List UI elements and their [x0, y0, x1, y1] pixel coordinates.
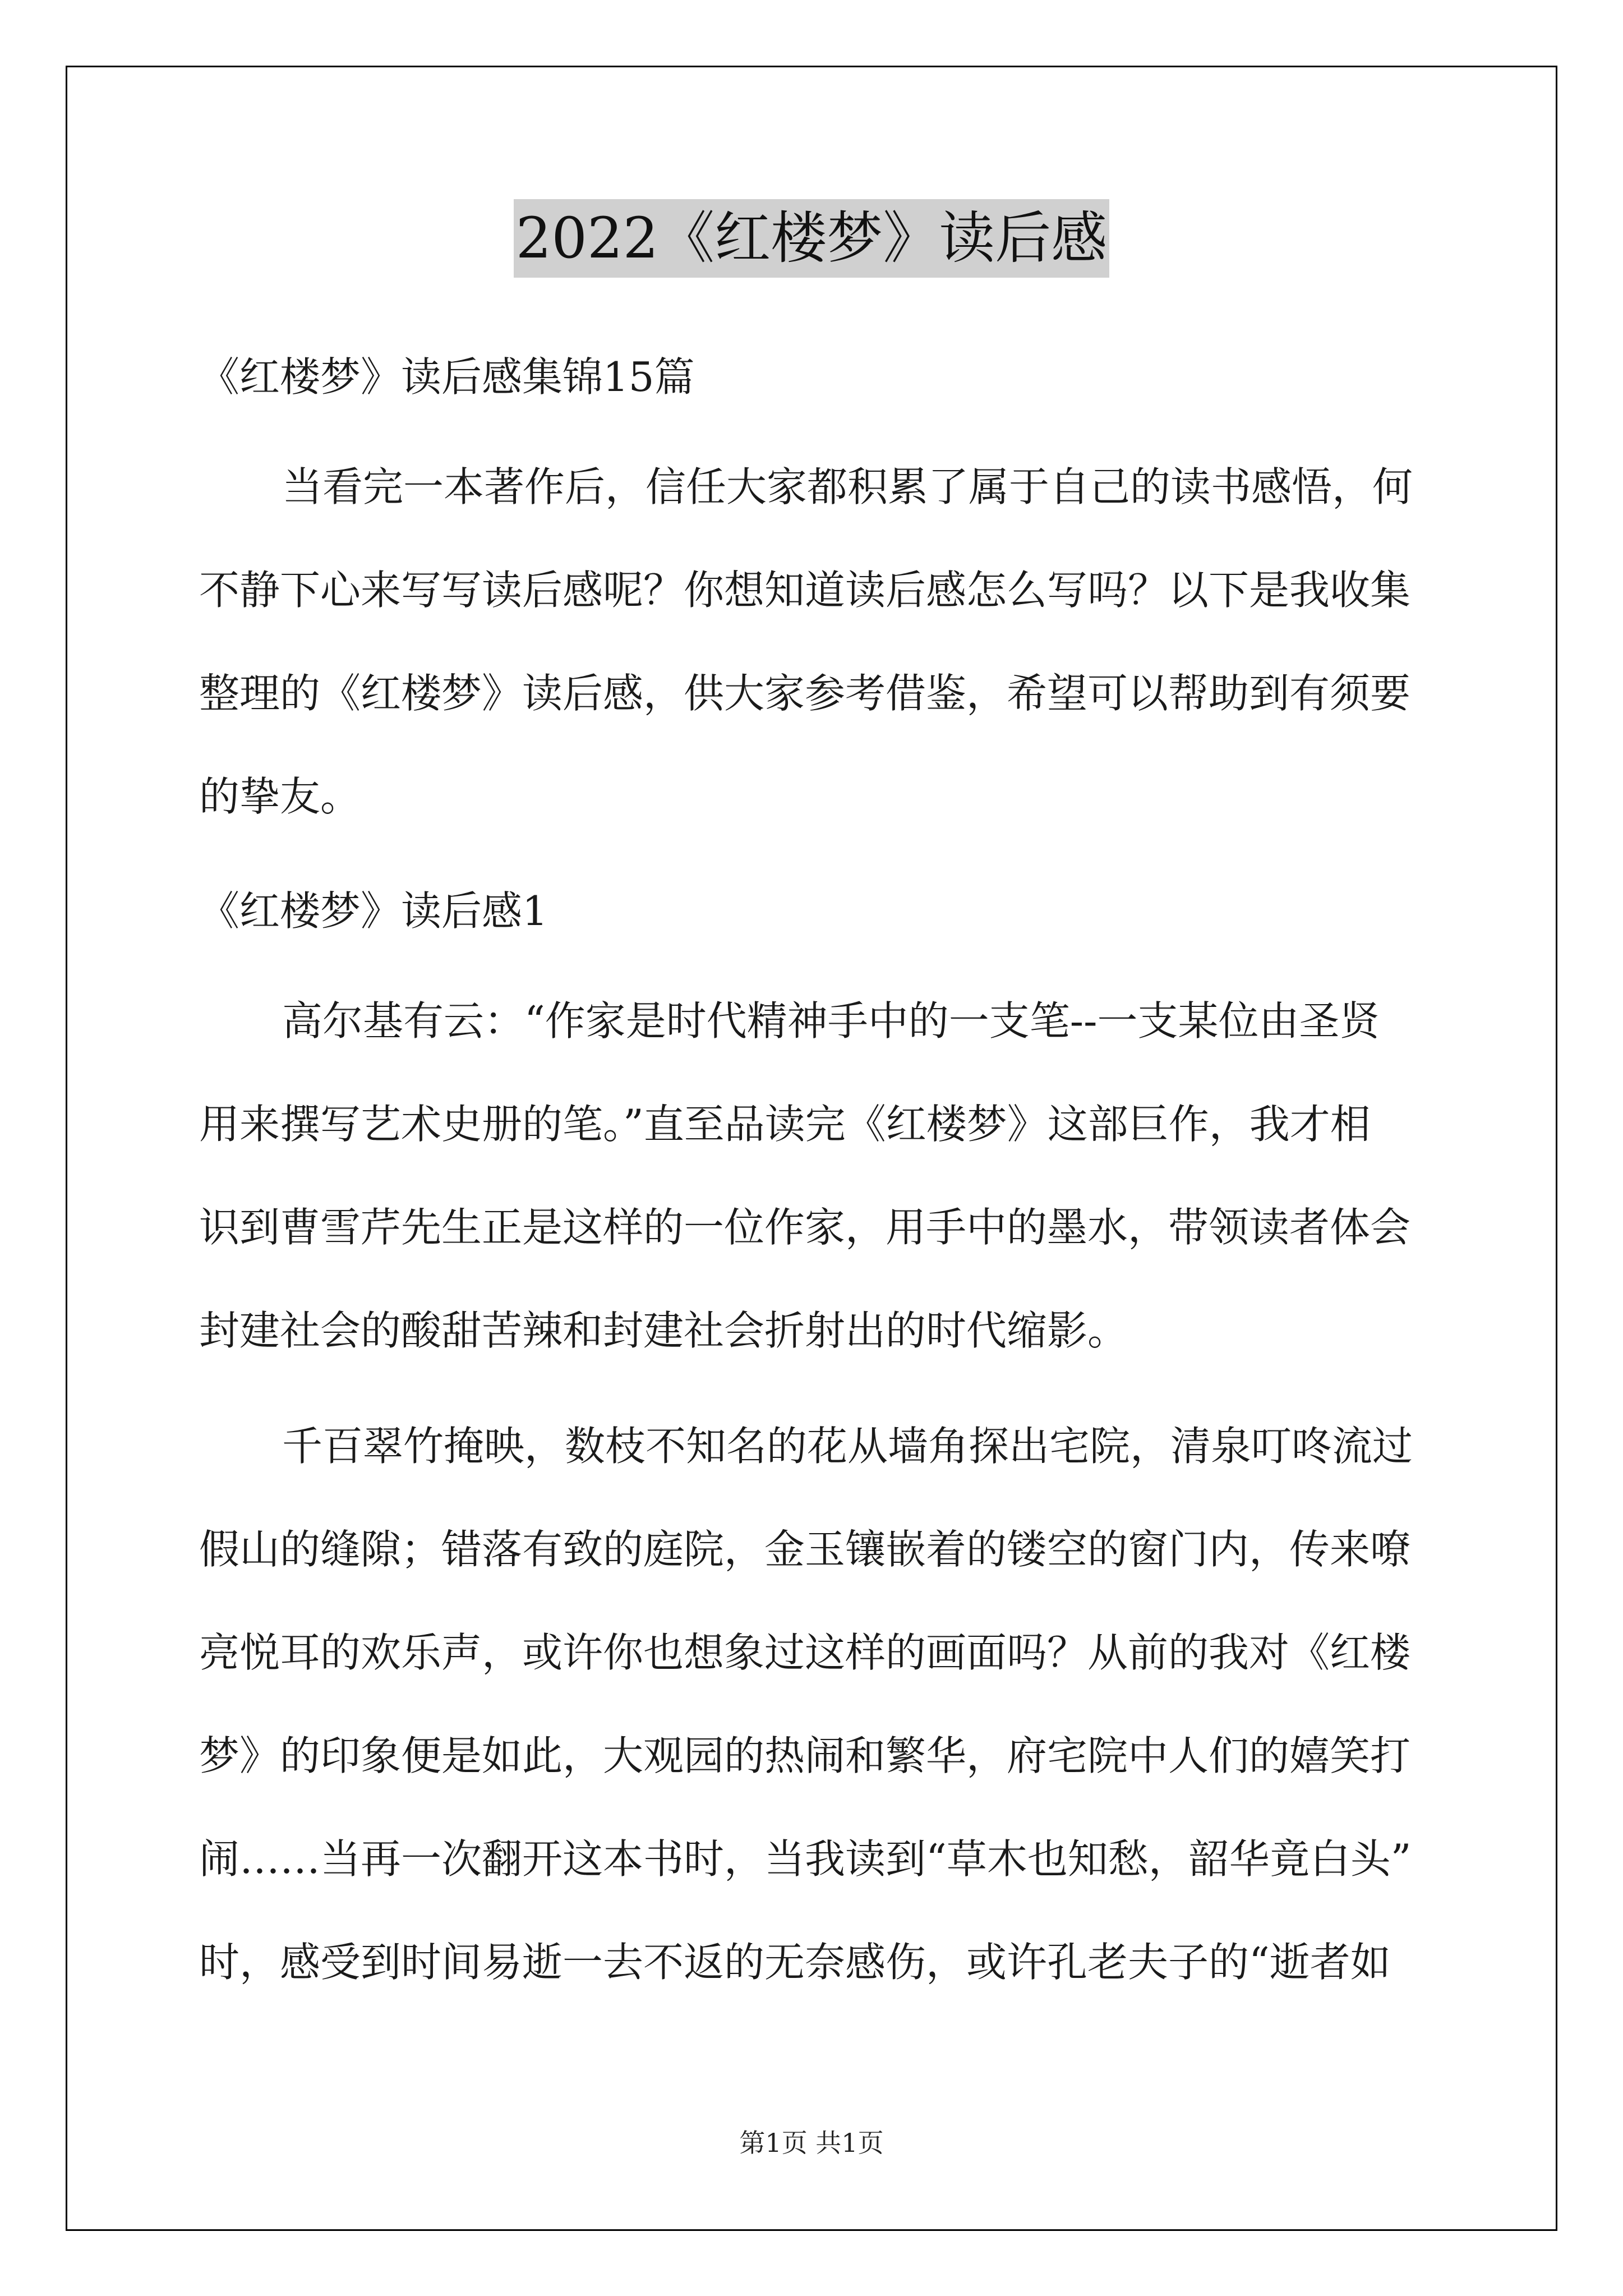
text-line: 识到曹雪芹先生正是这样的一位作家，用手中的墨水，带领读者体会: [199, 1204, 1411, 1251]
section-heading-text: 《红楼梦》读后感1: [199, 887, 548, 935]
text-line: 当看完一本著作后，信任大家都积累了属于自己的读书感悟，何: [282, 463, 1413, 510]
paragraph-1: [199, 969, 1433, 1382]
text-line: 用来撰写艺术史册的笔。”直至品读完《红楼梦》这部巨作，我才相: [199, 1101, 1371, 1148]
text-line: 不静下心来写写读后感呢？你想知道读后感怎么写吗？以下是我收集: [199, 567, 1411, 614]
text-line: 的挚友。: [199, 773, 361, 820]
page-footer: [0, 2126, 1623, 2160]
text-line: 闹……当再一次翻开这本书时，当我读到“草木也知愁，韶华竟白头”: [199, 1835, 1412, 1883]
text-line: 假山的缝隙；错落有致的庭院，金玉镶嵌着的镂空的窗门内，传来嘹: [199, 1526, 1411, 1573]
text-line: 千百翠竹掩映，数枝不知名的花从墙角探出宅院，清泉叮咚流过: [282, 1423, 1413, 1470]
section-heading: [199, 859, 1433, 963]
subtitle-text: 《红楼梦》读后感集锦15篇: [199, 353, 695, 401]
paragraph-2: [199, 1395, 1433, 2014]
text-line: 亮悦耳的欢乐声，或许你也想象过这样的画面吗？从前的我对《红楼: [199, 1629, 1411, 1676]
text-line: 高尔基有云：“作家是时代精神手中的一支笔--一支某位由圣贤: [282, 997, 1380, 1045]
text-line: 梦》的印象便是如此，大观园的热闹和繁华，府宅院中人们的嬉笑打: [199, 1732, 1411, 1779]
page-number: 第1页 共1页: [739, 2128, 884, 2158]
intro-paragraph: [199, 435, 1433, 848]
text-line: 封建社会的酸甜苦辣和封建社会折射出的时代缩影。: [199, 1307, 1128, 1354]
text-line: 整理的《红楼梦》读后感，供大家参考借鉴，希望可以帮助到有须要: [199, 670, 1411, 717]
document-subtitle: [199, 325, 1433, 429]
title-container: [0, 199, 1623, 278]
text-line: 时，感受到时间易逝一去不返的无奈感伤，或许孔老夫子的“逝者如: [199, 1939, 1391, 1986]
document-title: 2022《红楼梦》读后感: [514, 199, 1110, 278]
